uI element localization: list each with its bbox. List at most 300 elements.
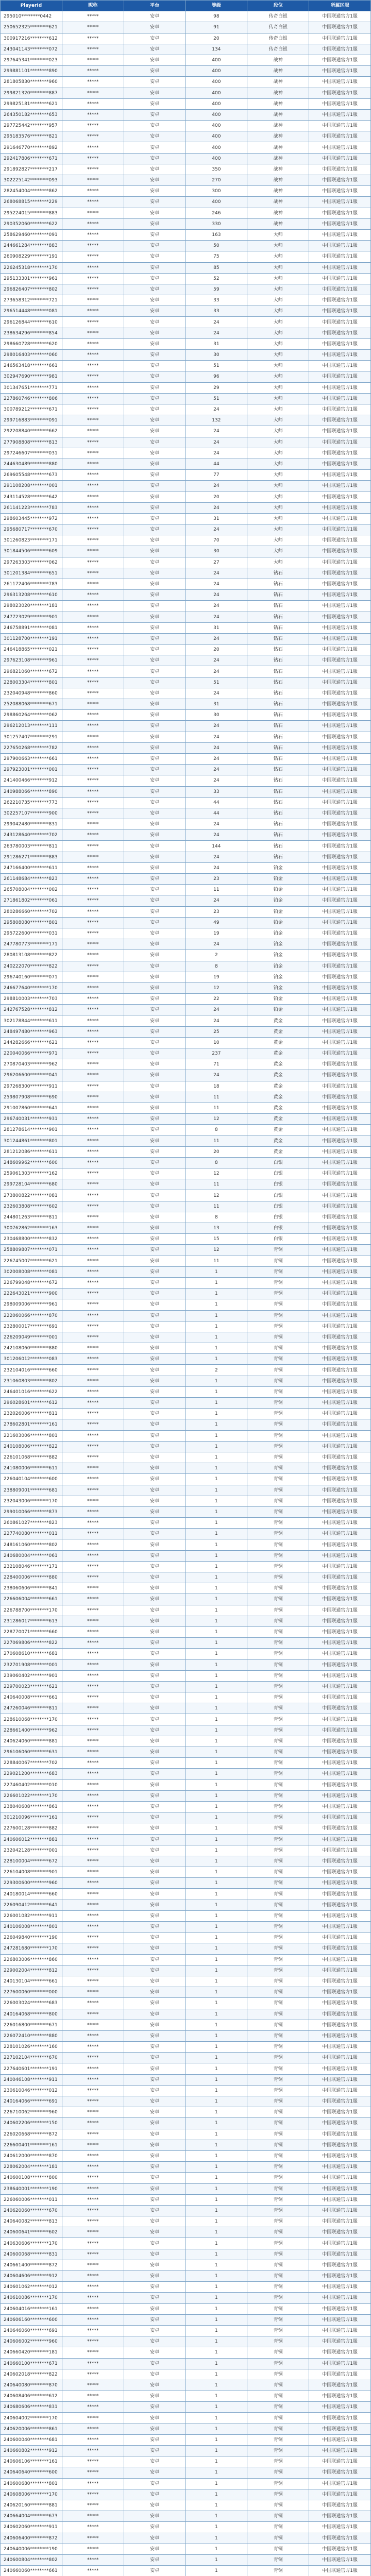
player-id-cell: 268068815********229 xyxy=(1,197,62,208)
server-cell: 中国联通官方1服 xyxy=(309,2216,371,2227)
nickname-cell: ***** xyxy=(62,2478,124,2489)
platform-cell: 安卓 xyxy=(124,1136,185,1146)
player-id-cell: 298009006********961 xyxy=(1,1299,62,1310)
table-row xyxy=(1,2074,371,2085)
level-cell: 1 xyxy=(185,2260,247,2270)
player-id-cell: 247780773********171 xyxy=(1,939,62,950)
server-cell: 中国联通官方1服 xyxy=(309,2107,371,2118)
table-row xyxy=(1,1168,371,1179)
level-cell: 1 xyxy=(185,2216,247,2227)
server-cell: 中国联通官方1服 xyxy=(309,1790,371,1801)
table-row xyxy=(1,1605,371,1616)
table-row xyxy=(1,1725,371,1736)
level-cell: 24 xyxy=(185,742,247,753)
server-cell: 中国联通官方1服 xyxy=(309,939,371,950)
rank-cell: 钻石 xyxy=(247,710,309,721)
player-id-cell: 291007860********641 xyxy=(1,1103,62,1113)
server-cell: 中国联通官方1服 xyxy=(309,2085,371,2096)
nickname-cell: ***** xyxy=(62,1289,124,1299)
table-row xyxy=(1,1289,371,1299)
rank-cell: 青铜 xyxy=(247,1496,309,1506)
player-id-cell: 240606106********161 xyxy=(1,2456,62,2467)
rank-cell: 青铜 xyxy=(247,1900,309,1910)
table-row xyxy=(1,1223,371,1234)
nickname-cell: ***** xyxy=(62,448,124,459)
nickname-cell: ***** xyxy=(62,1321,124,1332)
level-cell: 400 xyxy=(185,55,247,65)
table-row xyxy=(1,2456,371,2467)
column-header-nickname: 昵称 xyxy=(62,1,124,11)
server-cell: 中国联通官方1服 xyxy=(309,1081,371,1092)
column-header-rank: 段位 xyxy=(247,1,309,11)
nickname-cell: ***** xyxy=(62,153,124,164)
platform-cell: 安卓 xyxy=(124,513,185,524)
level-cell: 1 xyxy=(185,1780,247,1790)
rank-cell: 钻石 xyxy=(247,765,309,775)
server-cell: 中国联通官方1服 xyxy=(309,1321,371,1332)
server-cell: 中国联通官方1服 xyxy=(309,2249,371,2260)
server-cell: 中国联通官方1服 xyxy=(309,950,371,961)
level-cell: 19 xyxy=(185,928,247,939)
nickname-cell: ***** xyxy=(62,1670,124,1681)
player-id-cell: 240106008********801 xyxy=(1,1922,62,1933)
server-cell: 中国联通官方1服 xyxy=(309,262,371,273)
platform-cell: 安卓 xyxy=(124,1223,185,1234)
player-id-cell: 300917216********612 xyxy=(1,33,62,44)
level-cell: 2 xyxy=(185,950,247,961)
server-cell: 中国联通官方1服 xyxy=(309,753,371,764)
table-row xyxy=(1,295,371,306)
nickname-cell: ***** xyxy=(62,1943,124,1954)
rank-cell: 传奇白银 xyxy=(247,22,309,33)
platform-cell: 安卓 xyxy=(124,808,185,819)
player-id-cell: 247281680********170 xyxy=(1,1943,62,1954)
column-header-player-id: PlayerId xyxy=(1,1,62,11)
player-id-cell: 299010066********873 xyxy=(1,1506,62,1517)
player-id-cell: 248497480********963 xyxy=(1,1026,62,1037)
platform-cell: 安卓 xyxy=(124,1005,185,1015)
table-row xyxy=(1,1157,371,1168)
player-id-cell: 241400466********912 xyxy=(1,775,62,786)
table-row xyxy=(1,121,371,131)
platform-cell: 安卓 xyxy=(124,437,185,448)
player-id-cell: 302008008********081 xyxy=(1,1266,62,1277)
level-cell: 1 xyxy=(185,2478,247,2489)
server-cell: 中国联通官方1服 xyxy=(309,1365,371,1376)
rank-cell: 钻石 xyxy=(247,732,309,742)
player-id-cell: 231060803********802 xyxy=(1,1376,62,1386)
table-row xyxy=(1,2183,371,2194)
platform-cell: 安卓 xyxy=(124,1714,185,1725)
server-cell: 中国联通官方1服 xyxy=(309,2446,371,2456)
player-id-cell: 281212086********611 xyxy=(1,1146,62,1157)
server-cell: 中国联通官方1服 xyxy=(309,1998,371,2009)
platform-cell: 安卓 xyxy=(124,153,185,164)
server-cell: 中国联通官方1服 xyxy=(309,88,371,98)
player-id-cell: 297900663********661 xyxy=(1,753,62,764)
server-cell: 中国联通官方1服 xyxy=(309,1059,371,1070)
server-cell: 中国联通官方1服 xyxy=(309,982,371,993)
server-cell: 中国联通官方1服 xyxy=(309,862,371,873)
player-id-cell: 292417806********671 xyxy=(1,153,62,164)
server-cell: 中国联通官方1服 xyxy=(309,1234,371,1245)
rank-cell: 钻石 xyxy=(247,753,309,764)
nickname-cell: ***** xyxy=(62,862,124,873)
server-cell: 中国联通官方1服 xyxy=(309,666,371,677)
server-cell: 中国联通官方1服 xyxy=(309,786,371,797)
rank-cell: 青铜 xyxy=(247,1790,309,1801)
level-cell: 1 xyxy=(185,1452,247,1463)
level-cell: 1 xyxy=(185,1485,247,1496)
table-row xyxy=(1,175,371,186)
level-cell: 1 xyxy=(185,2205,247,2216)
table-row xyxy=(1,371,371,382)
level-cell: 1 xyxy=(185,1441,247,1452)
player-id-cell: 296212013********111 xyxy=(1,721,62,732)
player-id-cell: 298023020********181 xyxy=(1,601,62,612)
server-cell: 中国联通官方1服 xyxy=(309,2413,371,2424)
rank-cell: 青铜 xyxy=(247,1780,309,1790)
platform-cell: 安卓 xyxy=(124,2402,185,2413)
platform-cell: 安卓 xyxy=(124,1146,185,1157)
rank-cell: 铂金 xyxy=(247,972,309,982)
player-id-cell: 297263303********062 xyxy=(1,557,62,568)
rank-cell: 大师 xyxy=(247,328,309,338)
platform-cell: 安卓 xyxy=(124,557,185,568)
server-cell: 中国联通官方1服 xyxy=(309,1823,371,1834)
level-cell: 11 xyxy=(185,1136,247,1146)
rank-cell: 青铜 xyxy=(247,1289,309,1299)
player-id-cell: 226020668********872 xyxy=(1,2129,62,2140)
platform-cell: 安卓 xyxy=(124,2053,185,2063)
platform-cell: 安卓 xyxy=(124,1048,185,1059)
nickname-cell: ***** xyxy=(62,251,124,262)
level-cell: 10 xyxy=(185,1037,247,1048)
player-id-cell: 240640082********813 xyxy=(1,2216,62,2227)
server-cell: 中国联通官方1服 xyxy=(309,448,371,459)
table-row xyxy=(1,1048,371,1059)
platform-cell: 安卓 xyxy=(124,1692,185,1703)
player-id-cell: 232026006********811 xyxy=(1,1409,62,1419)
player-id-cell: 226601022********170 xyxy=(1,1790,62,1801)
level-cell: 1 xyxy=(185,2271,247,2282)
nickname-cell: ***** xyxy=(62,633,124,644)
player-id-cell: 244282666********621 xyxy=(1,1037,62,1048)
table-row xyxy=(1,208,371,218)
player-id-cell: 273658312********721 xyxy=(1,295,62,306)
server-cell: 中国联通官方1服 xyxy=(309,1212,371,1223)
server-cell: 中国联通官方1服 xyxy=(309,1703,371,1714)
nickname-cell: ***** xyxy=(62,950,124,961)
level-cell: 1 xyxy=(185,1550,247,1561)
server-cell: 中国联通官方1服 xyxy=(309,2325,371,2336)
level-cell: 1 xyxy=(185,2358,247,2369)
platform-cell: 安卓 xyxy=(124,2446,185,2456)
player-id-cell: 232042128********001 xyxy=(1,1845,62,1856)
table-row xyxy=(1,1790,371,1801)
rank-cell: 青铜 xyxy=(247,1506,309,1517)
platform-cell: 安卓 xyxy=(124,841,185,852)
player-id-cell: 295808080********801 xyxy=(1,917,62,928)
nickname-cell: ***** xyxy=(62,590,124,601)
server-cell: 中国联通官方1服 xyxy=(309,44,371,55)
server-cell: 中国联通官方1服 xyxy=(309,568,371,579)
platform-cell: 安卓 xyxy=(124,2391,185,2402)
platform-cell: 安卓 xyxy=(124,819,185,830)
server-cell: 中国联通官方1服 xyxy=(309,633,371,644)
platform-cell: 安卓 xyxy=(124,939,185,950)
platform-cell: 安卓 xyxy=(124,1780,185,1790)
player-id-cell: 240604016********161 xyxy=(1,2303,62,2314)
rank-cell: 铂金 xyxy=(247,895,309,906)
rank-cell: 钻石 xyxy=(247,797,309,808)
player-id-cell: 273800822********081 xyxy=(1,1190,62,1201)
level-cell: 1 xyxy=(185,2347,247,2358)
level-cell: 19 xyxy=(185,972,247,982)
rank-cell: 青铜 xyxy=(247,1867,309,1878)
table-row xyxy=(1,1889,371,1900)
platform-cell: 安卓 xyxy=(124,1310,185,1321)
rank-cell: 钻石 xyxy=(247,666,309,677)
level-cell: 13 xyxy=(185,1223,247,1234)
player-id-cell: 238040608********861 xyxy=(1,1801,62,1812)
table-row xyxy=(1,241,371,251)
rank-cell: 战神 xyxy=(247,142,309,153)
platform-cell: 安卓 xyxy=(124,2380,185,2391)
table-row xyxy=(1,961,371,972)
nickname-cell: ***** xyxy=(62,1048,124,1059)
nickname-cell: ***** xyxy=(62,2129,124,2140)
server-cell: 中国联通官方1服 xyxy=(309,535,371,546)
server-cell: 中国联通官方1服 xyxy=(309,775,371,786)
table-row xyxy=(1,350,371,361)
level-cell: 1 xyxy=(185,1354,247,1365)
rank-cell: 钻石 xyxy=(247,841,309,852)
nickname-cell: ***** xyxy=(62,1910,124,1921)
player-id-cell: 291286271********883 xyxy=(1,852,62,862)
platform-cell: 安卓 xyxy=(124,415,185,426)
nickname-cell: ***** xyxy=(62,1310,124,1321)
platform-cell: 安卓 xyxy=(124,1343,185,1354)
server-cell: 中国联通官方1服 xyxy=(309,33,371,44)
nickname-cell: ***** xyxy=(62,1496,124,1506)
player-id-cell: 300762862********163 xyxy=(1,1223,62,1234)
table-row xyxy=(1,1769,371,1780)
nickname-cell: ***** xyxy=(62,1452,124,1463)
server-cell: 中国联通官方1服 xyxy=(309,1943,371,1954)
server-cell: 中国联通官方1服 xyxy=(309,1452,371,1463)
nickname-cell: ***** xyxy=(62,1463,124,1474)
level-cell: 70 xyxy=(185,535,247,546)
table-row xyxy=(1,1452,371,1463)
rank-cell: 钻石 xyxy=(247,819,309,830)
player-id-cell: 241080006********611 xyxy=(1,1463,62,1474)
rank-cell: 铂金 xyxy=(247,906,309,917)
platform-cell: 安卓 xyxy=(124,874,185,885)
rank-cell: 青铜 xyxy=(247,1987,309,1998)
nickname-cell: ***** xyxy=(62,142,124,153)
nickname-cell: ***** xyxy=(62,382,124,393)
rank-cell: 传奇白银 xyxy=(247,44,309,55)
rank-cell: 青铜 xyxy=(247,2336,309,2347)
rank-cell: 青铜 xyxy=(247,1463,309,1474)
rank-cell: 黄金 xyxy=(247,1081,309,1092)
level-cell: 1 xyxy=(185,2369,247,2380)
table-row xyxy=(1,2085,371,2096)
level-cell: 50 xyxy=(185,241,247,251)
platform-cell: 安卓 xyxy=(124,2522,185,2533)
player-id-cell: 226245318********170 xyxy=(1,262,62,273)
table-row xyxy=(1,950,371,961)
rank-cell: 钻石 xyxy=(247,590,309,601)
table-row xyxy=(1,1398,371,1409)
level-cell: 12 xyxy=(185,1245,247,1256)
platform-cell: 安卓 xyxy=(124,1529,185,1539)
player-id-cell: 240602060********911 xyxy=(1,2522,62,2533)
column-header-level: 等级 xyxy=(185,1,247,11)
table-row xyxy=(1,645,371,655)
table-row xyxy=(1,1780,371,1790)
platform-cell: 安卓 xyxy=(124,895,185,906)
rank-cell: 青铜 xyxy=(247,2347,309,2358)
table-row xyxy=(1,2216,371,2227)
nickname-cell: ***** xyxy=(62,1758,124,1769)
rank-cell: 青铜 xyxy=(247,1965,309,1976)
server-cell: 中国联通官方1服 xyxy=(309,1103,371,1113)
nickname-cell: ***** xyxy=(62,1386,124,1397)
server-cell: 中国联通官方1服 xyxy=(309,1638,371,1649)
rank-cell: 青铜 xyxy=(247,1583,309,1594)
level-cell: 24 xyxy=(185,721,247,732)
table-row xyxy=(1,830,371,841)
nickname-cell: ***** xyxy=(62,1070,124,1081)
rank-cell: 青铜 xyxy=(247,1747,309,1758)
player-id-cell: 247260046********811 xyxy=(1,1703,62,1714)
rank-cell: 青铜 xyxy=(247,2391,309,2402)
platform-cell: 安卓 xyxy=(124,317,185,328)
nickname-cell: ***** xyxy=(62,1769,124,1780)
platform-cell: 安卓 xyxy=(124,2554,185,2565)
server-cell: 中国联通官方1服 xyxy=(309,1266,371,1277)
server-cell: 中国联通官方1服 xyxy=(309,1725,371,1736)
player-id-cell: 246758891********081 xyxy=(1,622,62,633)
table-row xyxy=(1,1256,371,1266)
rank-cell: 白银 xyxy=(247,1234,309,1245)
rank-cell: 青铜 xyxy=(247,1725,309,1736)
nickname-cell: ***** xyxy=(62,121,124,131)
table-row xyxy=(1,765,371,775)
server-cell: 中国联通官方1服 xyxy=(309,1878,371,1889)
platform-cell: 安卓 xyxy=(124,306,185,317)
table-row xyxy=(1,862,371,873)
table-row xyxy=(1,2391,371,2402)
level-cell: 1 xyxy=(185,2096,247,2107)
level-cell: 1 xyxy=(185,1692,247,1703)
level-cell: 1 xyxy=(185,2544,247,2554)
nickname-cell: ***** xyxy=(62,2347,124,2358)
table-row xyxy=(1,1529,371,1539)
rank-cell: 战神 xyxy=(247,218,309,229)
player-id-cell: 297923001********001 xyxy=(1,765,62,775)
rank-cell: 青铜 xyxy=(247,1626,309,1637)
server-cell: 中国联通官方1服 xyxy=(309,1812,371,1823)
nickname-cell: ***** xyxy=(62,1015,124,1026)
nickname-cell: ***** xyxy=(62,502,124,513)
level-cell: 1 xyxy=(185,1266,247,1277)
player-id-cell: 226049840********190 xyxy=(1,1933,62,1943)
rank-cell: 钻石 xyxy=(247,688,309,699)
rank-cell: 青铜 xyxy=(247,2107,309,2118)
table-row xyxy=(1,2042,371,2053)
server-cell: 中国联通官方1服 xyxy=(309,1256,371,1266)
server-cell: 中国联通官方1服 xyxy=(309,1889,371,1900)
platform-cell: 安卓 xyxy=(124,1386,185,1397)
platform-cell: 安卓 xyxy=(124,1474,185,1485)
server-cell: 中国联通官方1服 xyxy=(309,338,371,349)
server-cell: 中国联通官方1服 xyxy=(309,2511,371,2522)
level-cell: 1 xyxy=(185,1594,247,1605)
server-cell: 中国联通官方1服 xyxy=(309,765,371,775)
table-row xyxy=(1,1310,371,1321)
player-id-cell: 226710062********960 xyxy=(1,2107,62,2118)
rank-cell: 青铜 xyxy=(247,2194,309,2205)
platform-cell: 安卓 xyxy=(124,797,185,808)
server-cell: 中国联通官方1服 xyxy=(309,1506,371,1517)
player-id-cell: 301210096********161 xyxy=(1,1812,62,1823)
table-row xyxy=(1,797,371,808)
player-id-cell: 299821320********887 xyxy=(1,88,62,98)
nickname-cell: ***** xyxy=(62,1714,124,1725)
platform-cell: 安卓 xyxy=(124,655,185,666)
player-id-cell: 242767528********812 xyxy=(1,1005,62,1015)
nickname-cell: ***** xyxy=(62,1365,124,1376)
nickname-cell: ***** xyxy=(62,1245,124,1256)
nickname-cell: ***** xyxy=(62,186,124,197)
nickname-cell: ***** xyxy=(62,2533,124,2544)
server-cell: 中国联通官方1服 xyxy=(309,2467,371,2478)
table-row xyxy=(1,2424,371,2434)
server-cell: 中国联通官方1服 xyxy=(309,2118,371,2129)
nickname-cell: ***** xyxy=(62,98,124,109)
platform-cell: 安卓 xyxy=(124,77,185,88)
server-cell: 中国联通官方1服 xyxy=(309,513,371,524)
server-cell: 中国联通官方1服 xyxy=(309,153,371,164)
server-cell: 中国联通官方1服 xyxy=(309,1092,371,1103)
table-row xyxy=(1,1245,371,1256)
nickname-cell: ***** xyxy=(62,415,124,426)
rank-cell: 战神 xyxy=(247,208,309,218)
server-cell: 中国联通官方1服 xyxy=(309,1201,371,1212)
rank-cell: 青铜 xyxy=(247,2303,309,2314)
table-row xyxy=(1,786,371,797)
nickname-cell: ***** xyxy=(62,2096,124,2107)
platform-cell: 安卓 xyxy=(124,1409,185,1419)
table-row xyxy=(1,917,371,928)
rank-cell: 青铜 xyxy=(247,2096,309,2107)
server-cell: 中国联通官方1服 xyxy=(309,2478,371,2489)
player-id-cell: 243041143********072 xyxy=(1,44,62,55)
nickname-cell: ***** xyxy=(62,1878,124,1889)
platform-cell: 安卓 xyxy=(124,66,185,77)
table-row xyxy=(1,2205,371,2216)
nickname-cell: ***** xyxy=(62,1026,124,1037)
table-row xyxy=(1,895,371,906)
rank-cell: 白银 xyxy=(247,1201,309,1212)
nickname-cell: ***** xyxy=(62,885,124,895)
rank-cell: 青铜 xyxy=(247,2533,309,2544)
table-row xyxy=(1,164,371,175)
level-cell: 1 xyxy=(185,2282,247,2293)
